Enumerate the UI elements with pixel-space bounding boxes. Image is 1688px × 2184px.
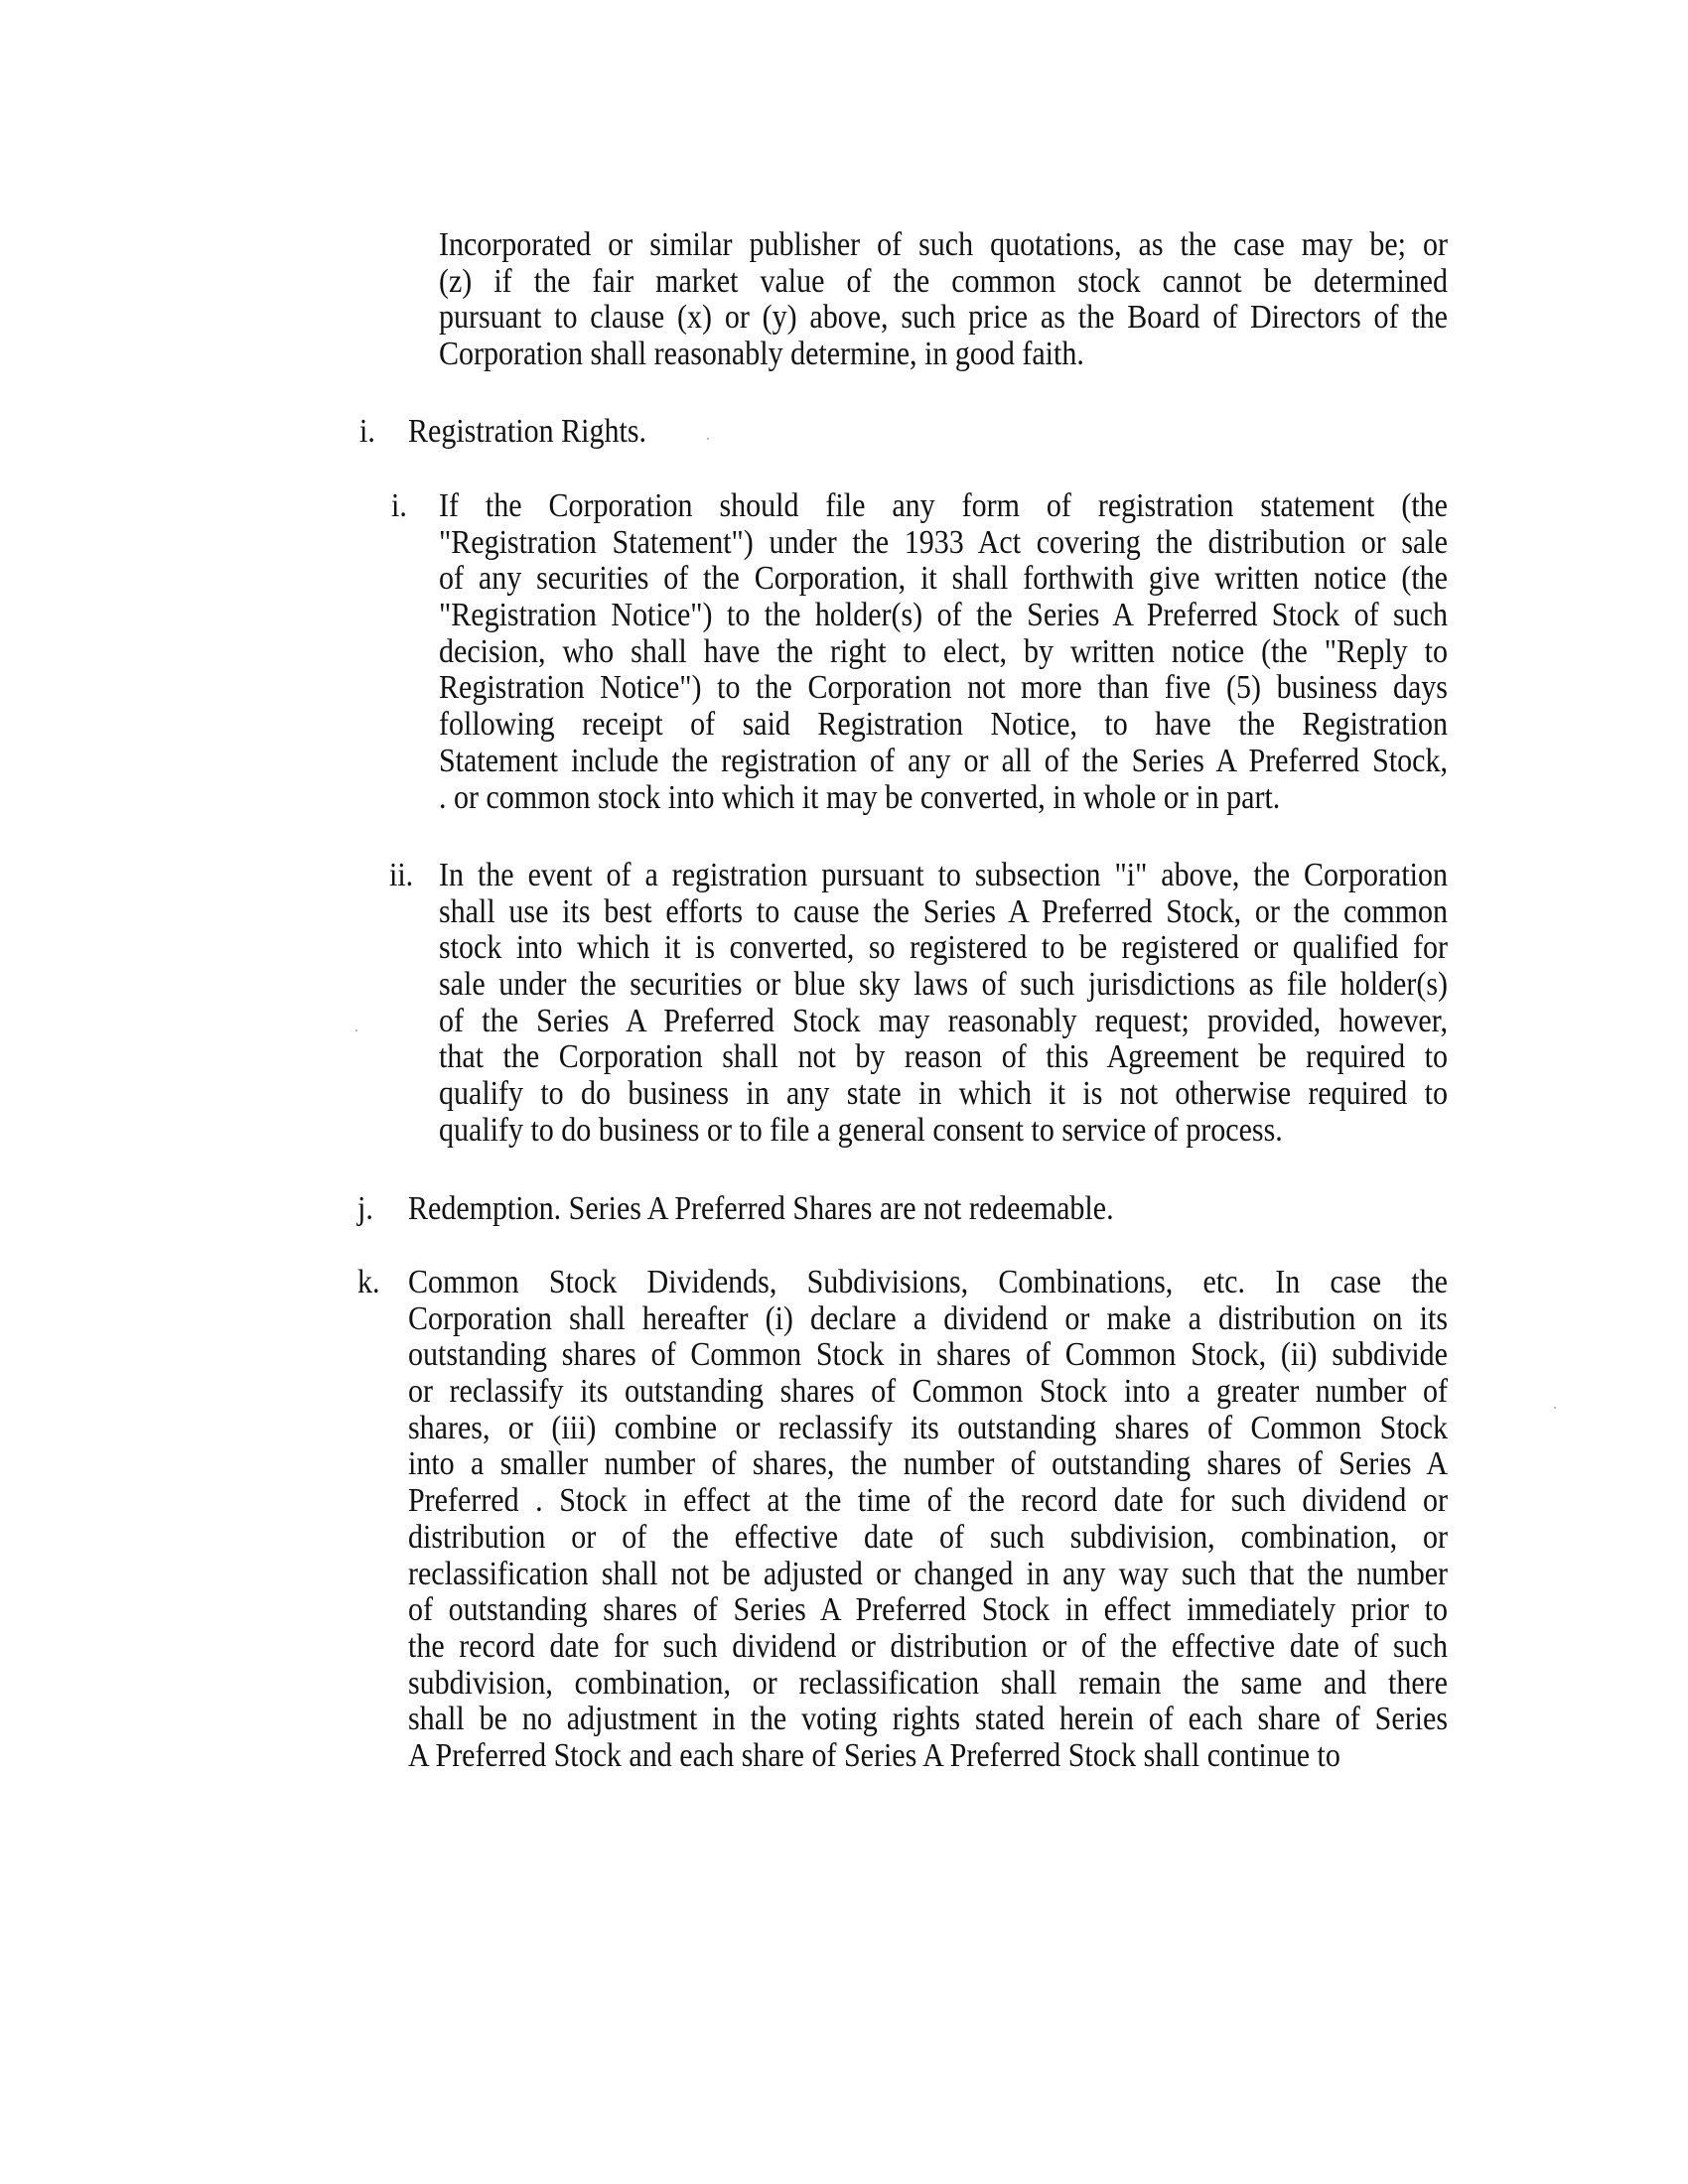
text-line: decision, who shall have the right to elect, by written notice (the "Reply to xyxy=(439,632,1448,670)
text-line: of outstanding shares of Series A Preferred Stock in effect immediately prior to xyxy=(408,1591,1448,1629)
text-line: Corporation shall hereafter (i) declare a dividend or make a distribution on its xyxy=(408,1299,1448,1337)
subsection-i-text xyxy=(439,488,1448,816)
text-line: outstanding shares of Common Stock in shares of Common Stock, (ii) subdivide xyxy=(408,1336,1448,1374)
text-line: In the event of a registration pursuant to subsection "i" above, the Corporation xyxy=(439,856,1448,893)
subsection-i-marker: i. xyxy=(391,486,407,524)
text-line: following receipt of said Registration Notice, to have the Registration xyxy=(439,706,1448,744)
text-line: "Registration Statement") under the 1933 Act covering the distribution or sale xyxy=(439,523,1448,561)
text-line: pursuant to clause (x) or (y) above, such price as the Board of Directors of the xyxy=(439,299,1448,337)
text-line: of any securities of the Corporation, it shall forthwith give written notice (the xyxy=(439,560,1448,598)
text-line: . or common stock into which it may be converted, in whole or in part. xyxy=(439,778,1281,816)
scan-speck xyxy=(1554,1407,1556,1409)
text-line: shares, or (iii) combine or reclassify its outstanding shares of Common Stock xyxy=(408,1409,1448,1446)
text-line: sale under the securities or blue sky laws of such jurisdictions as file holder(s) xyxy=(439,965,1448,1003)
text-line: qualify to do business in any state in which it is not otherwise required to xyxy=(439,1075,1448,1113)
text-line: stock into which it is converted, so registered to be registered or qualified for xyxy=(439,929,1448,967)
subsection-ii-text xyxy=(439,858,1448,1150)
text-line: or reclassify its outstanding shares of Common Stock into a greater number of xyxy=(408,1372,1448,1410)
section-j-text: Redemption. Series A Preferred Shares are not redeemable. xyxy=(408,1189,1114,1227)
section-i-marker: i. xyxy=(359,412,375,450)
text-line: of the Series A Preferred Stock may reasonably request; provided, however, xyxy=(439,1002,1448,1039)
text-line: Common Stock Dividends, Subdivisions, Combinations, etc. In case the xyxy=(408,1263,1448,1300)
section-i-title: Registration Rights. xyxy=(408,412,646,450)
text-line: subdivision, combination, or reclassification shall remain the same and there xyxy=(408,1664,1448,1702)
text-line: Registration Notice") to the Corporation not more than five (5) business days xyxy=(439,669,1448,707)
text-line: Preferred . Stock in effect at the time of the record date for such dividend or xyxy=(408,1482,1448,1520)
section-j-marker: j. xyxy=(357,1189,373,1227)
text-line: "Registration Notice") to the holder(s) of the Series A Preferred Stock of such xyxy=(439,596,1448,633)
text-line: qualify to do business or to file a general consent to service of process. xyxy=(439,1111,1283,1149)
paragraph-continuation xyxy=(439,227,1448,373)
text-line: Incorporated or similar publisher of such quotations, as the case may be; or xyxy=(439,225,1448,263)
text-line: the record date for such dividend or distribution or of the effective date of such xyxy=(408,1627,1448,1665)
text-line: that the Corporation shall not by reason of this Agreement be required to xyxy=(439,1038,1448,1076)
text-line: into a smaller number of shares, the number of outstanding shares of Series A xyxy=(408,1445,1448,1483)
section-k-text xyxy=(408,1265,1448,1775)
text-line: distribution or of the effective date of such subdivision, combination, or xyxy=(408,1518,1448,1556)
text-line: If the Corporation should file any form of registration statement (the xyxy=(439,486,1448,524)
scan-speck xyxy=(355,1029,357,1031)
section-k-marker: k. xyxy=(357,1263,380,1300)
text-line: A Preferred Stock and each share of Series A Preferred Stock shall continue to xyxy=(408,1736,1340,1774)
text-line: Statement include the registration of any or all of the Series A Preferred Stock, xyxy=(439,742,1448,779)
text-line: (z) if the fair market value of the common stock cannot be determined xyxy=(439,262,1448,300)
text-line: Corporation shall reasonably determine, in good faith. xyxy=(439,335,1084,372)
scan-speck xyxy=(707,438,709,440)
text-line: shall be no adjustment in the voting rights stated herein of each share of Series xyxy=(408,1701,1448,1738)
subsection-ii-marker: ii. xyxy=(389,856,414,893)
text-line: reclassification shall not be adjusted or changed in any way such that the number xyxy=(408,1555,1448,1592)
text-line: shall use its best efforts to cause the Series A Preferred Stock, or the common xyxy=(439,892,1448,930)
